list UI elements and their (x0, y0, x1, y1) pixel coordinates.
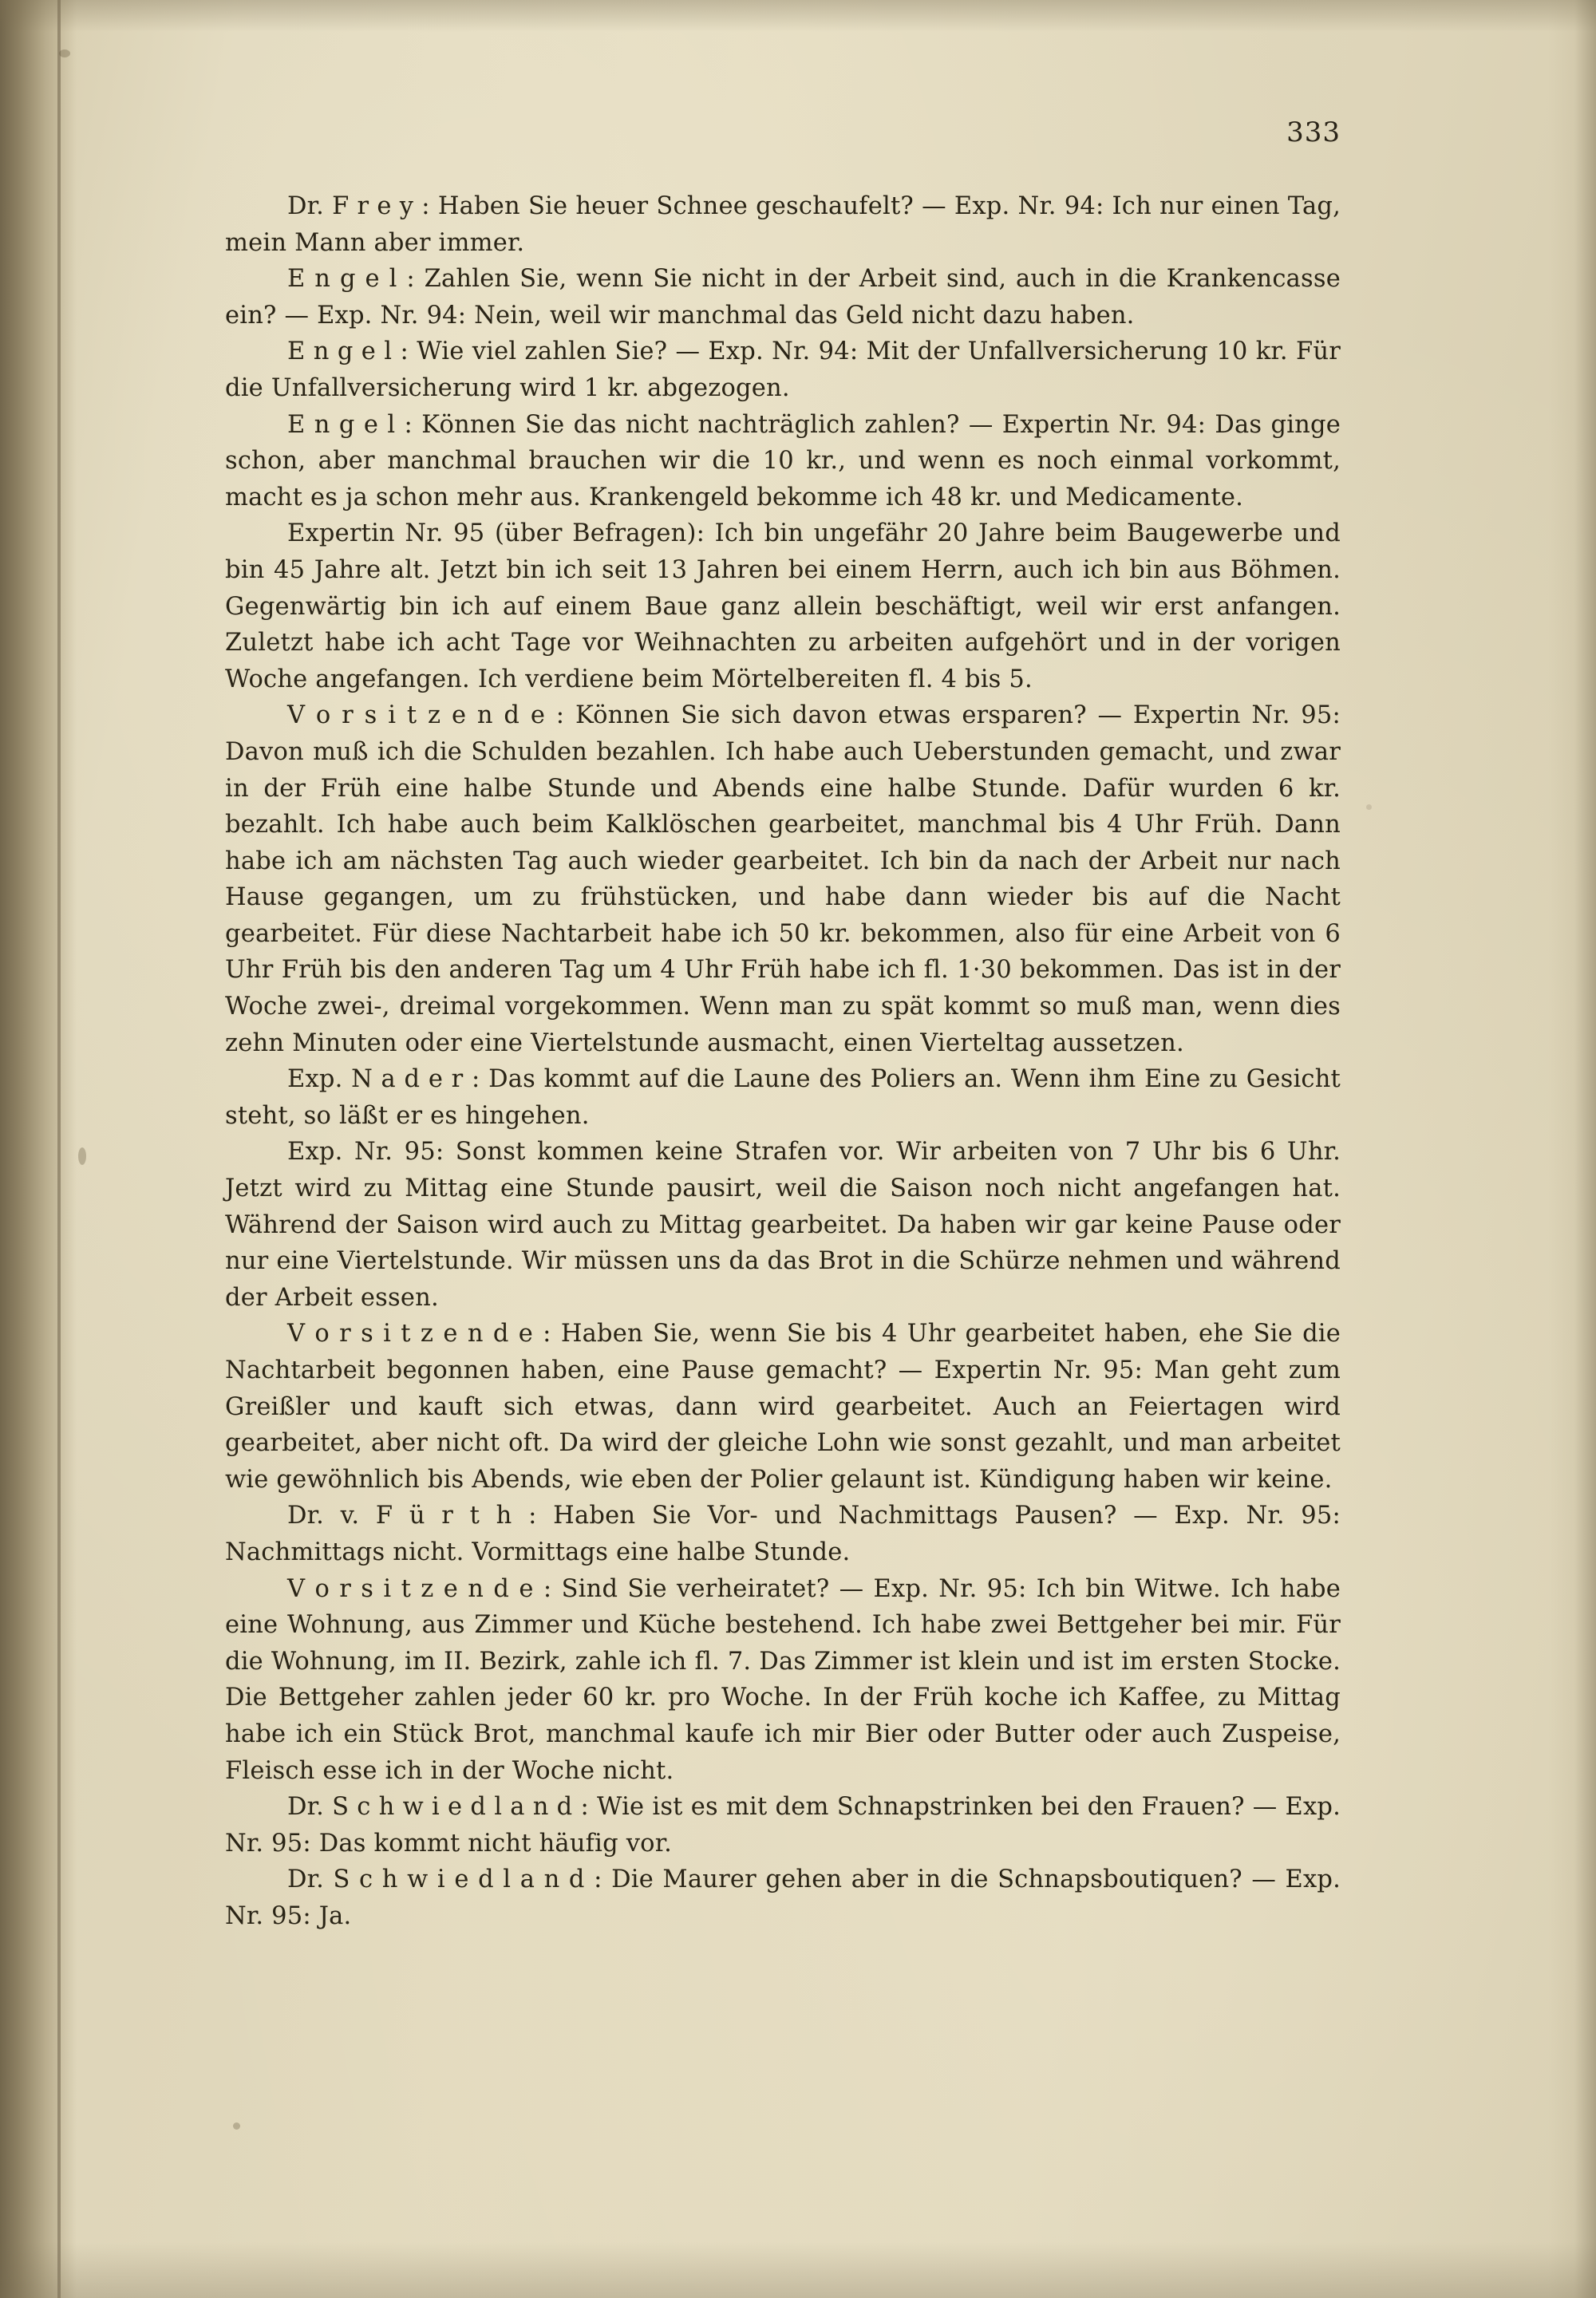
page-top-edge-shadow (0, 0, 1596, 32)
paragraph: Dr. S c h w i e d l a n d : Wie ist es mit dem Schnapstrinken bei den Frauen? — Exp. Nr. 95: Das kommt nicht häufig vor. (225, 1793, 1341, 1858)
page-text-block (225, 116, 1341, 1935)
paragraph: E n g e l : Zahlen Sie, wenn Sie nicht in der Arbeit sind, auch in die Krankencasse ein? — Exp. Nr. 94: Nein, weil wir manchmal das Geld nicht dazu haben. (225, 265, 1341, 330)
paper-speck (78, 1147, 86, 1165)
paragraph: Dr. F r e y : Haben Sie heuer Schnee geschaufelt? — Exp. Nr. 94: Ich nur einen Tag, mein Mann aber immer. (225, 192, 1341, 257)
paragraph: Expertin Nr. 95 (über Befragen): Ich bin ungefähr 20 Jahre beim Baugewerbe und bin 45 Jahre alt. Jetzt bin ich seit 13 Jahren bei einem Herrn, auch ich bin aus Böhmen. Gegenwärtig bin ich auf einem Baue ganz allein beschäftigt, weil wir erst anfangen. Zuletzt habe ich acht Tage vor Weihnachten zu arbeiten aufgehört und in der vorigen Woche angefangen. Ich verdiene beim Mörtelbereiten fl. 4 bis 5. (225, 519, 1341, 693)
paper-speck (59, 49, 70, 57)
page-number: 333 (1286, 116, 1341, 148)
paragraph: V o r s i t z e n d e : Können Sie sich davon etwas ersparen? — Expertin Nr. 95: Davon muß ich die Schulden bezahlen. Ich habe auch Ueberstunden gemacht, und zwar in der Früh eine halbe Stunde und Abends eine halbe Stunde. Dafür wurden 6 kr. bezahlt. Ich habe auch beim Kalklöschen gearbeitet, manchmal bis 4 Uhr Früh. Dann habe ich am nächsten Tag auch wieder gearbeitet. Ich bin da nach der Arbeit nur nach Hause gegangen, um zu frühstücken, und habe dann wieder bis auf die Nacht gearbeitet. Für diese Nachtarbeit habe ich 50 kr. bekommen, also für eine Arbeit von 6 Uhr Früh bis den anderen Tag um 4 Uhr Früh habe ich fl. 1·30 bekommen. Das ist in der Woche zwei-, dreimal vorgekommen. Wenn man zu spät kommt so muß man, wenn dies zehn Minuten oder eine Viertelstunde ausmacht, einen Vierteltag aussetzen. (225, 701, 1341, 1057)
paper-speck (233, 2122, 240, 2130)
paragraph: Dr. v. F ü r t h : Haben Sie Vor- und Nachmittags Pausen? — Exp. Nr. 95: Nachmittags nicht. Vormittags eine halbe Stunde. (225, 1502, 1341, 1566)
book-gutter-shadow (0, 0, 77, 2298)
page-bottom-edge-shadow (0, 2242, 1596, 2298)
paragraph: E n g e l : Wie viel zahlen Sie? — Exp. Nr. 94: Mit der Unfallversicherung 10 kr. Für die Unfallversicherung wird 1 kr. abgezogen. (225, 338, 1341, 402)
paper-speck (1366, 804, 1372, 810)
paragraph: V o r s i t z e n d e : Sind Sie verheiratet? — Exp. Nr. 95: Ich bin Witwe. Ich habe eine Wohnung, aus Zimmer und Küche bestehend. Ich habe zwei Bettgeher bei mir. Für die Wohnung, im II. Bezirk, zahle ich fl. 7. Das Zimmer ist klein und ist im ersten Stocke. Die Bettgeher zahlen jeder 60 kr. pro Woche. In der Früh koche ich Kaffee, zu Mittag habe ich ein Stück Brot, manchmal kaufe ich mir Bier oder Butter oder auch Zuspeise, Fleisch esse ich in der Woche nicht. (225, 1574, 1341, 1785)
page-right-edge-shadow (1548, 0, 1596, 2298)
paragraph: V o r s i t z e n d e : Haben Sie, wenn Sie bis 4 Uhr gearbeitet haben, ehe Sie die Nachtarbeit begonnen haben, eine Pause gemacht? — Expertin Nr. 95: Man geht zum Greißler und kauft sich etwas, dann wird gearbeitet. Auch an Feiertagen wird gearbeitet, aber nicht oft. Da wird der gleiche Lohn wie sonst gezahlt, und man arbeitet wie gewöhnlich bis Abends, wie eben der Polier gelaunt ist. Kündigung haben wir keine. (225, 1320, 1341, 1494)
paragraph: Exp. Nr. 95: Sonst kommen keine Strafen vor. Wir arbeiten von 7 Uhr bis 6 Uhr. Jetzt wird zu Mittag eine Stunde pausirt, weil die Saison noch nicht angefangen hat. Während der Saison wird auch zu Mittag gearbeitet. Da haben wir gar keine Pause oder nur eine Viertelstunde. Wir müssen uns da das Brot in die Schürze nehmen und während der Arbeit essen. (225, 1138, 1341, 1312)
book-gutter-line (57, 0, 61, 2298)
paragraph: E n g e l : Können Sie das nicht nachträglich zahlen? — Expertin Nr. 94: Das ginge schon, aber manchmal brauchen wir die 10 kr., und wenn es noch einmal vorkommt, macht es ja schon mehr aus. Krankengeld bekomme ich 48 kr. und Medicamente. (225, 410, 1341, 511)
paragraph: Exp. N a d e r : Das kommt auf die Laune des Poliers an. Wenn ihm Eine zu Gesicht steht, so läßt er es hingehen. (225, 1065, 1341, 1130)
paragraph: Dr. S c h w i e d l a n d : Die Maurer gehen aber in die Schnapsboutiquen? — Exp. Nr. 95: Ja. (225, 1866, 1341, 1930)
